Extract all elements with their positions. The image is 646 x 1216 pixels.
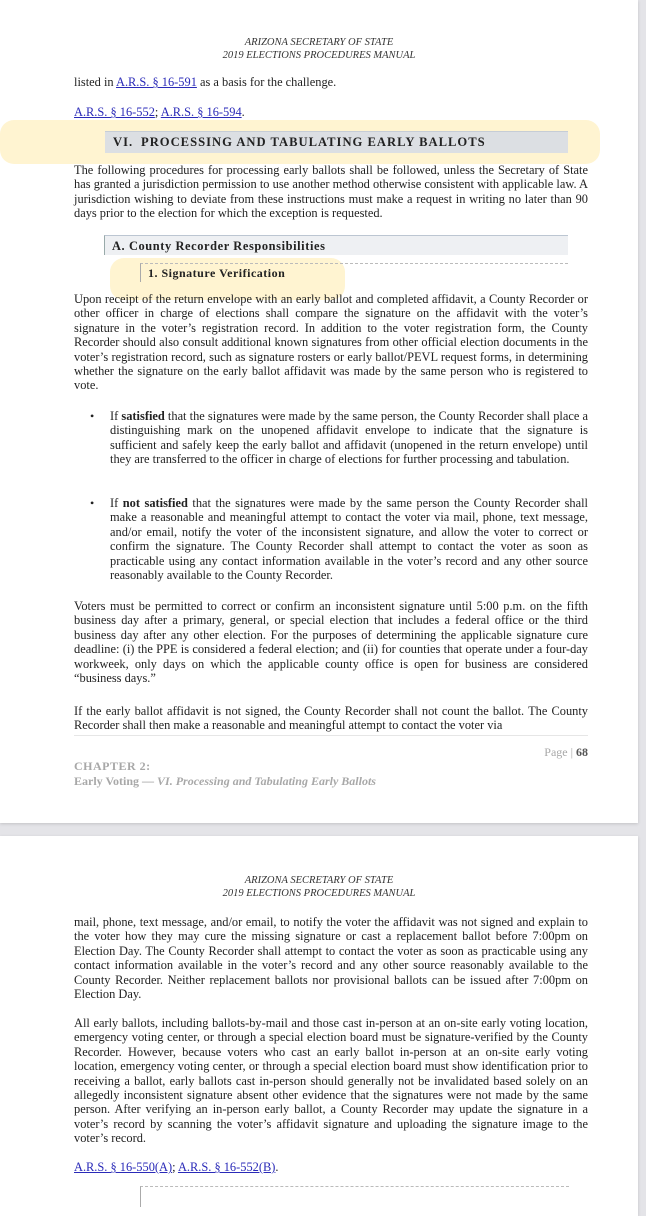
ars-16-591-link[interactable]: A.R.S. § 16-591 <box>116 75 197 89</box>
document-page-69 <box>0 836 638 1216</box>
text: If <box>110 409 122 423</box>
cure-deadline-paragraph: Voters must be permitted to correct or confirm an inconsistent signature until 5:00 p.m. on the fifth business day after a primary, general, or special election that includes a federal office or the third business day after any other election. For the purposes of determining the applicable signature cure deadline: (i) the PPE is considered a federal election; and (ii) for counties that operate under a four-day workweek, only days on which the applicable county office is open for business are considered “business days.” <box>74 599 588 686</box>
header-line-1: ARIZONA SECRETARY OF STATE <box>244 875 394 886</box>
footer-divider <box>74 735 588 736</box>
unsigned-affidavit-continued: mail, phone, text message, and/or email, to notify the voter the affidavit was not signed and explain to the voter how they may cure the missing signature or cast a replacement ballot before 7:00pm on Election Day. The County Recorder shall attempt to contact the voter as soon as practicable using any contact information available in the voter’s record and any other source reasonably available to the County Recorder. Neither replacement ballots nor provisional ballots can be issued after 7:00pm on Election Day. <box>74 915 588 1002</box>
unsigned-affidavit-paragraph: If the early ballot affidavit is not signed, the County Recorder shall not count the ballot. The County Recorder shall then make a reasonable and meaningful attempt to contact the voter via <box>74 704 588 733</box>
section-number: VI. <box>113 135 134 149</box>
citations <box>74 1160 588 1174</box>
text: If <box>110 496 123 510</box>
section-paragraph: The following procedures for processing early ballots shall be followed, unless the Secretary of State has granted a jurisdiction permission to use another method otherwise consistent with applicable law. A jurisdiction wishing to deviate from these instructions must make a request in writing no later than 90 days prior to the election for which the exception is requested. <box>74 163 588 221</box>
chapter-label: CHAPTER 2: <box>74 759 151 773</box>
subsubsection-heading: 1. Signature Verification <box>140 263 568 282</box>
ars-16-550a-link[interactable]: A.R.S. § 16-550(A) <box>74 1160 173 1174</box>
text: listed in <box>74 75 116 89</box>
header-line-2: 2019 ELECTIONS PROCEDURES MANUAL <box>222 50 416 61</box>
header-line-2: 2019 ELECTIONS PROCEDURES MANUAL <box>222 888 416 899</box>
page-number <box>544 745 588 760</box>
page-number-value: 68 <box>576 745 588 759</box>
bullet-not-satisfied <box>110 496 588 582</box>
chapter-subtitle <box>74 774 376 789</box>
header-line-1: ARIZONA SECRETARY OF STATE <box>244 37 394 48</box>
signature-verification-paragraph: Upon receipt of the return envelope with an early ballot and completed affidavit, a County Recorder or other officer in charge of elections shall compare the signature on the affidavit with the voter’s signature in the voter’s registration record. In addition to the voter registration form, the County Recorder should also consult additional known signatures from other official election documents in the voter’s registration record, such as signature rosters or early ballot/PEVL request forms, in determining whether the signature on the early ballot affidavit was made by the same person who is registered to vote. <box>74 292 588 393</box>
next-heading-box <box>140 1186 569 1207</box>
separator: ; <box>172 1160 178 1174</box>
text: Early Voting — <box>74 774 158 788</box>
ars-16-594-link[interactable]: A.R.S. § 16-594 <box>160 105 242 119</box>
period: . <box>275 1160 279 1174</box>
period: . <box>241 105 245 119</box>
ars-16-552b-link[interactable]: A.R.S. § 16-552(B) <box>177 1160 276 1174</box>
bullet-satisfied <box>110 409 588 467</box>
section-title: PROCESSING AND TABULATING EARLY BALLOTS <box>141 135 486 149</box>
in-person-verification-paragraph: All early ballots, including ballots-by-mail and those cast in-person at an on-site early voting location, emergency voting center, or through a special election board must be signature-verified by the County Recorder. However, because voters who cast an early ballot in-person at an on-site early voting location, emergency voting center, or through a special election board must show identification prior to receiving a ballot, early ballots cast in-person should generally not be invalidated based solely on an allegedly inconsistent signature absent other evidence that the signatures were not made by the same person. After verifying an in-person early ballot, a County Recorder may update the signature in a voter’s record by scanning the voter’s affidavit signature and uploading the signature image to the voter’s record. <box>74 1016 588 1146</box>
text: VI. Processing and Tabulating Early Ballots <box>157 774 376 788</box>
separator: ; <box>154 105 161 119</box>
bullet-icon: • <box>90 496 95 510</box>
text: as a basis for the challenge. <box>196 75 337 89</box>
text: that the signatures were made by the same person, the County Recorder shall place a distinguishing mark on the unopened affidavit envelope to indicate that the signature is sufficient and safely keep the early ballot and affidavit (unopened in the return envelope) until they are transferred to the officer in charge of elections for further processing and tabulation. <box>110 409 588 467</box>
running-header <box>0 874 638 900</box>
subsection-heading: A. County Recorder Responsibilities <box>104 235 568 255</box>
intro-line <box>74 75 588 89</box>
bullet-icon: • <box>90 409 95 423</box>
ars-16-552-link[interactable]: A.R.S. § 16-552 <box>74 105 155 119</box>
bold-term: satisfied <box>121 409 165 423</box>
running-header <box>0 36 638 62</box>
citations <box>74 105 588 119</box>
text: that the signatures were made by the same person the County Recorder shall make a reasonable and meaningful attempt to contact the voter via mail, phone, text message, and/or email, notify the voter of the inconsistent signature, and allow the voter to correct or confirm the signature. The County Recorder shall attempt to contact the voter as soon as practicable using any contact information available in the voter’s record and any other source reasonably available to the County Recorder. <box>110 496 588 583</box>
section-heading <box>105 131 568 153</box>
page-label: Page | <box>544 745 576 759</box>
bold-term: not satisfied <box>122 496 188 510</box>
